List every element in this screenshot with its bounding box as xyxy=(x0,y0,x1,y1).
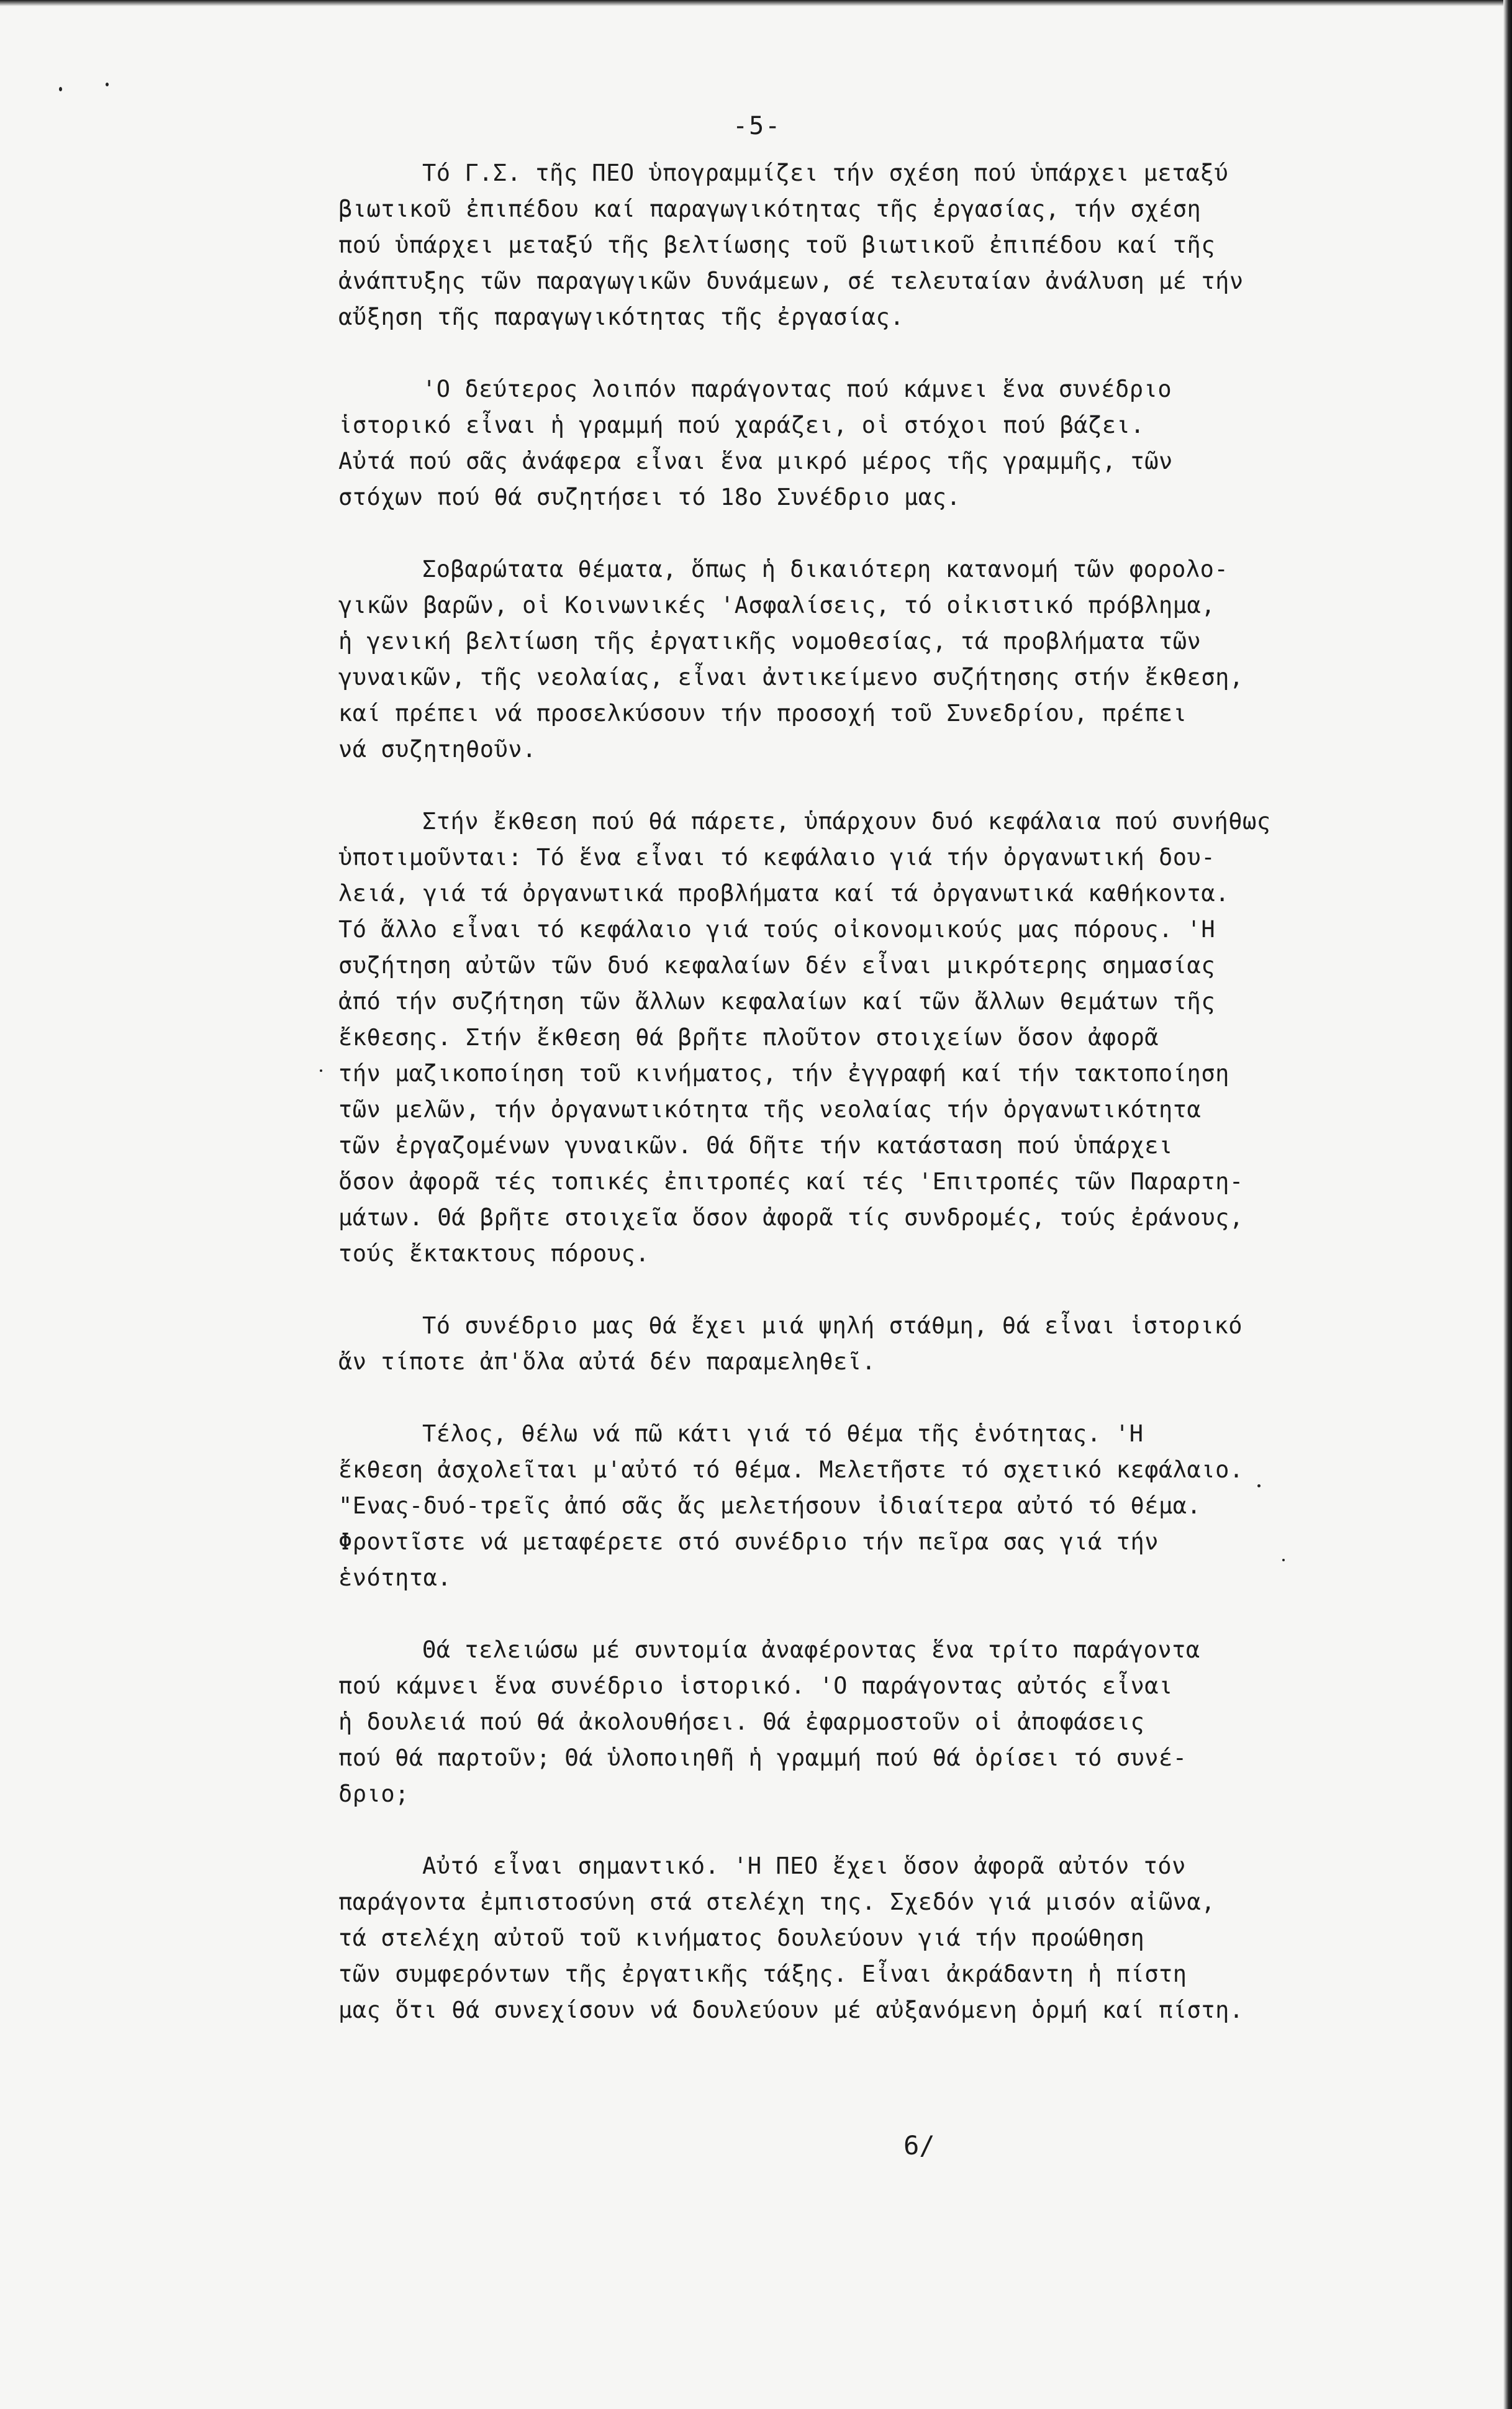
text-line: ἑνότητα. xyxy=(338,1564,452,1591)
scan-speck xyxy=(59,87,62,91)
text-line: βιωτικοῦ ἐπιπέδου καί παραγωγικότητας τῆς ἐργασίας, τήν σχέση xyxy=(338,196,1202,222)
scan-speck xyxy=(320,1069,322,1072)
scan-edge-right xyxy=(1503,0,1512,2409)
text-line: πού ὑπάρχει μεταξύ τῆς βελτίωσης τοῦ βιωτικοῦ ἐπιπέδου καί τῆς xyxy=(338,232,1216,258)
text-line: Τό ἄλλο εἶναι τό κεφάλαιο γιά τούς οἰκονομικούς μας πόρους. 'Η xyxy=(338,916,1216,943)
text-line: Φροντῖστε νά μεταφέρετε στό συνέδριο τήν πεῖρα σας γιά τήν xyxy=(338,1528,1159,1555)
text-line: γικῶν βαρῶν, οἱ Κοινωνικές 'Ασφαλίσεις, τό οἰκιστικό πρόβλημα, xyxy=(338,592,1216,619)
text-line: πού θά παρτοῦν; Θά ὑλοποιηθῆ ἡ γραμμή πού θά ὁρίσει τό συνέ- xyxy=(338,1744,1187,1771)
paragraph xyxy=(338,1848,1357,2028)
text-line: τῶν συμφερόντων τῆς ἐργατικῆς τάξης. Εἶναι ἀκράδαντη ἡ πίστη xyxy=(338,1961,1187,1987)
text-line: Στήν ἔκθεση πού θά πάρετε, ὑπάρχουν δυό κεφάλαια πού συνήθως xyxy=(422,808,1271,835)
paragraph xyxy=(338,804,1357,1272)
text-line: Σοβαρώτατα θέματα, ὅπως ἡ δικαιότερη κατανομή τῶν φορολο- xyxy=(422,556,1229,583)
paragraph xyxy=(338,1416,1357,1596)
paragraph xyxy=(338,1632,1357,1812)
text-line: γυναικῶν, τῆς νεολαίας, εἶναι ἀντικείμενο συζήτησης στήν ἔκθεση, xyxy=(338,664,1244,691)
text-line: στόχων πού θά συζητήσει τό 18ο Συνέδριο μας. xyxy=(338,484,961,510)
text-line: τήν μαζικοποίηση τοῦ κινήματος, τήν ἐγγραφή καί τήν τακτοποίηση xyxy=(338,1060,1229,1087)
text-line: ἡ γενική βελτίωση τῆς ἐργατικῆς νομοθεσίας, τά προβλήματα τῶν xyxy=(338,628,1202,655)
next-page-marker: 6/ xyxy=(903,2130,935,2161)
text-line: παράγοντα ἐμπιστοσύνη στά στελέχη της. Σχεδόν γιά μισόν αἰῶνα, xyxy=(338,1889,1216,1915)
text-line: Θά τελειώσω μέ συντομία ἀναφέροντας ἕνα τρίτο παράγοντα xyxy=(422,1636,1200,1663)
text-line: Τό συνέδριο μας θά ἔχει μιά ψηλή στάθμη, θά εἶναι ἱστορικό xyxy=(422,1312,1243,1339)
text-line: ἀπό τήν συζήτηση τῶν ἄλλων κεφαλαίων καί τῶν ἄλλων θεμάτων τῆς xyxy=(338,988,1216,1015)
text-line: ὅσον ἀφορᾶ τές τοπικές ἐπιτροπές καί τές 'Επιτροπές τῶν Παραρτη- xyxy=(338,1168,1244,1195)
text-line: Τέλος, θέλω νά πῶ κάτι γιά τό θέμα τῆς ἑνότητας. 'Η xyxy=(422,1420,1144,1447)
paragraph xyxy=(338,155,1357,335)
text-line: 'Ο δεύτερος λοιπόν παράγοντας πού κάμνει ἕνα συνέδριο xyxy=(422,376,1172,402)
text-line: μάτων. Θά βρῆτε στοιχεῖα ὅσον ἀφορᾶ τίς συνδρομές, τούς ἐράνους, xyxy=(338,1204,1244,1231)
text-line: Αὐτά πού σᾶς ἀνάφερα εἶναι ἕνα μικρό μέρος τῆς γραμμῆς, τῶν xyxy=(338,448,1173,474)
text-line: "Ενας-δυό-τρεῖς ἀπό σᾶς ἄς μελετήσουν ἰδιαίτερα αὐτό τό θέμα. xyxy=(338,1492,1202,1519)
document-body xyxy=(338,155,1357,2064)
text-line: τῶν μελῶν, τήν ὀργανωτικότητα τῆς νεολαίας τήν ὀργανωτικότητα xyxy=(338,1096,1202,1123)
text-line: ἀνάπτυξης τῶν παραγωγικῶν δυνάμεων, σέ τελευταίαν ἀνάλυση μέ τήν xyxy=(338,268,1244,294)
text-line: λειά, γιά τά ὀργανωτικά προβλήματα καί τά ὀργανωτικά καθήκοντα. xyxy=(338,880,1229,907)
paragraph xyxy=(338,1308,1357,1380)
text-line: τούς ἔκτακτους πόρους. xyxy=(338,1240,650,1267)
text-line: ὑποτιμοῦνται: Τό ἕνα εἶναι τό κεφάλαιο γιά τήν ὀργανωτική δου- xyxy=(338,844,1216,871)
text-line: Αὐτό εἶναι σημαντικό. 'Η ΠΕΟ ἔχει ὅσον ἀφορᾶ αὐτόν τόν xyxy=(422,1853,1186,1879)
text-line: ἱστορικό εἶναι ἡ γραμμή πού χαράζει, οἱ στόχοι πού βάζει. xyxy=(338,412,1145,438)
text-line: τῶν ἐργαζομένων γυναικῶν. Θά δῆτε τήν κατάσταση πού ὑπάρχει xyxy=(338,1132,1173,1159)
text-line: ἔκθεση ἀσχολεῖται μ'αὐτό τό θέμα. Μελετῆστε τό σχετικό κεφάλαιο. xyxy=(338,1456,1244,1483)
page-number: -5- xyxy=(733,112,782,140)
paragraph xyxy=(338,551,1357,768)
text-line: ἔκθεσης. Στήν ἔκθεση θά βρῆτε πλοῦτον στοιχείων ὅσον ἀφορᾶ xyxy=(338,1024,1159,1051)
text-line: ἄν τίποτε ἀπ'ὅλα αὐτά δέν παραμεληθεῖ. xyxy=(338,1348,876,1375)
text-line: μας ὅτι θά συνεχίσουν νά δουλεύουν μέ αὐξανόμενη ὁρμή καί πίστη. xyxy=(338,1997,1244,2023)
text-line: νά συζητηθοῦν. xyxy=(338,736,536,763)
scan-speck xyxy=(106,83,109,86)
paragraph xyxy=(338,371,1357,515)
text-line: ἡ δουλειά πού θά ἀκολουθήσει. Θά ἐφαρμοστοῦν οἱ ἀποφάσεις xyxy=(338,1708,1145,1735)
text-line: τά στελέχη αὐτοῦ τοῦ κινήματος δουλεύουν γιά τήν προώθηση xyxy=(338,1925,1145,1951)
text-line: πού κάμνει ἕνα συνέδριο ἱστορικό. 'Ο παράγοντας αὐτός εἶναι xyxy=(338,1672,1173,1699)
text-line: καί πρέπει νά προσελκύσουν τήν προσοχή τοῦ Συνεδρίου, πρέπει xyxy=(338,700,1187,727)
text-line: αὔξηση τῆς παραγωγικότητας τῆς ἐργασίας. xyxy=(338,304,905,330)
scan-edge-top xyxy=(0,0,1512,6)
text-line: δριο; xyxy=(338,1781,409,1807)
text-line: Τό Γ.Σ. τῆς ΠΕΟ ὑπογραμμίζει τήν σχέση πού ὑπάρχει μεταξύ xyxy=(422,160,1229,186)
text-line: συζήτηση αὐτῶν τῶν δυό κεφαλαίων δέν εἶναι μικρότερης σημασίας xyxy=(338,952,1216,979)
